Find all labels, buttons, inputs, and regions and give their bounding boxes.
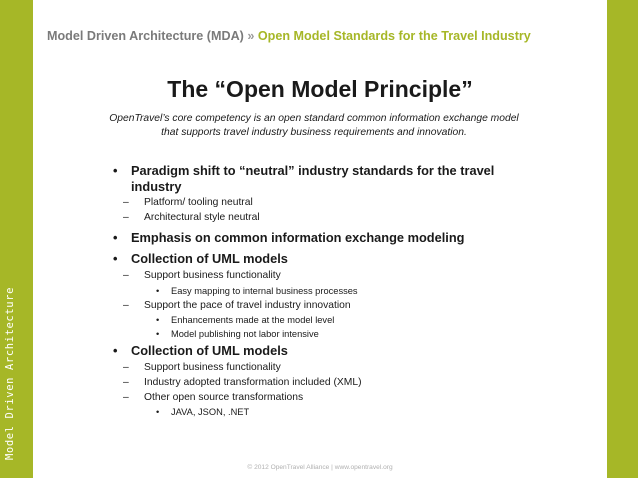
sub-sub-item-text: Model publishing not labor intensive: [171, 329, 319, 339]
bullet-mark: •: [156, 407, 160, 417]
side-label: Model Driven Architecture: [4, 286, 16, 460]
dash-mark: –: [123, 392, 129, 403]
left-accent-bar: [0, 0, 33, 478]
bullet-mark: •: [156, 315, 160, 325]
dash-mark: –: [123, 212, 129, 223]
sub-item-text: Support the pace of travel industry innovation: [144, 300, 351, 311]
bullet-mark: •: [113, 343, 118, 358]
right-accent-bar: [607, 0, 638, 478]
bullet-mark: •: [113, 163, 118, 178]
dash-mark: –: [123, 362, 129, 373]
slide-title: The “Open Model Principle”: [167, 76, 473, 102]
slide-subtitle: OpenTravel’s core competency is an open standard common information exchange model that supports travel industry business requirements and innovation.: [109, 113, 519, 138]
slide-header: [47, 29, 607, 43]
sub-item-text: Architectural style neutral: [144, 212, 260, 223]
dash-mark: –: [123, 197, 129, 208]
header-current: Open Model Standards for the Travel Industry: [257, 29, 531, 43]
dash-mark: –: [123, 270, 129, 281]
bullet-text: Emphasis on common information exchange modeling: [131, 230, 465, 245]
slide-footer: © 2012 OpenTravel Alliance | www.opentravel.org: [247, 464, 393, 471]
bullet-mark: •: [156, 329, 160, 339]
sub-item-text: Industry adopted transformation included (XML): [144, 377, 362, 388]
sub-item-text: Support business functionality: [144, 362, 281, 373]
header-section: Model Driven Architecture (MDA): [47, 29, 244, 43]
bullet-mark: •: [113, 251, 118, 266]
bullet-mark: •: [156, 286, 160, 296]
bullet-text: Collection of UML models: [131, 343, 288, 358]
sub-item-text: Support business functionality: [144, 270, 281, 281]
sub-sub-item-text: JAVA, JSON, .NET: [171, 407, 250, 417]
bullet-text: industry: [131, 179, 182, 194]
bullet-text: Collection of UML models: [131, 251, 288, 266]
sub-item-text: Other open source transformations: [144, 392, 304, 403]
bullet-mark: •: [113, 230, 118, 245]
sub-item-text: Platform/ tooling neutral: [144, 197, 253, 208]
dash-mark: –: [123, 377, 129, 388]
sub-sub-item-text: Enhancements made at the model level: [171, 315, 335, 325]
dash-mark: –: [123, 300, 129, 311]
header-separator: »: [247, 29, 255, 43]
bullet-text: Paradigm shift to “neutral” industry standards for the travel: [131, 163, 495, 178]
sub-sub-item-text: Easy mapping to internal business processes: [171, 286, 358, 296]
